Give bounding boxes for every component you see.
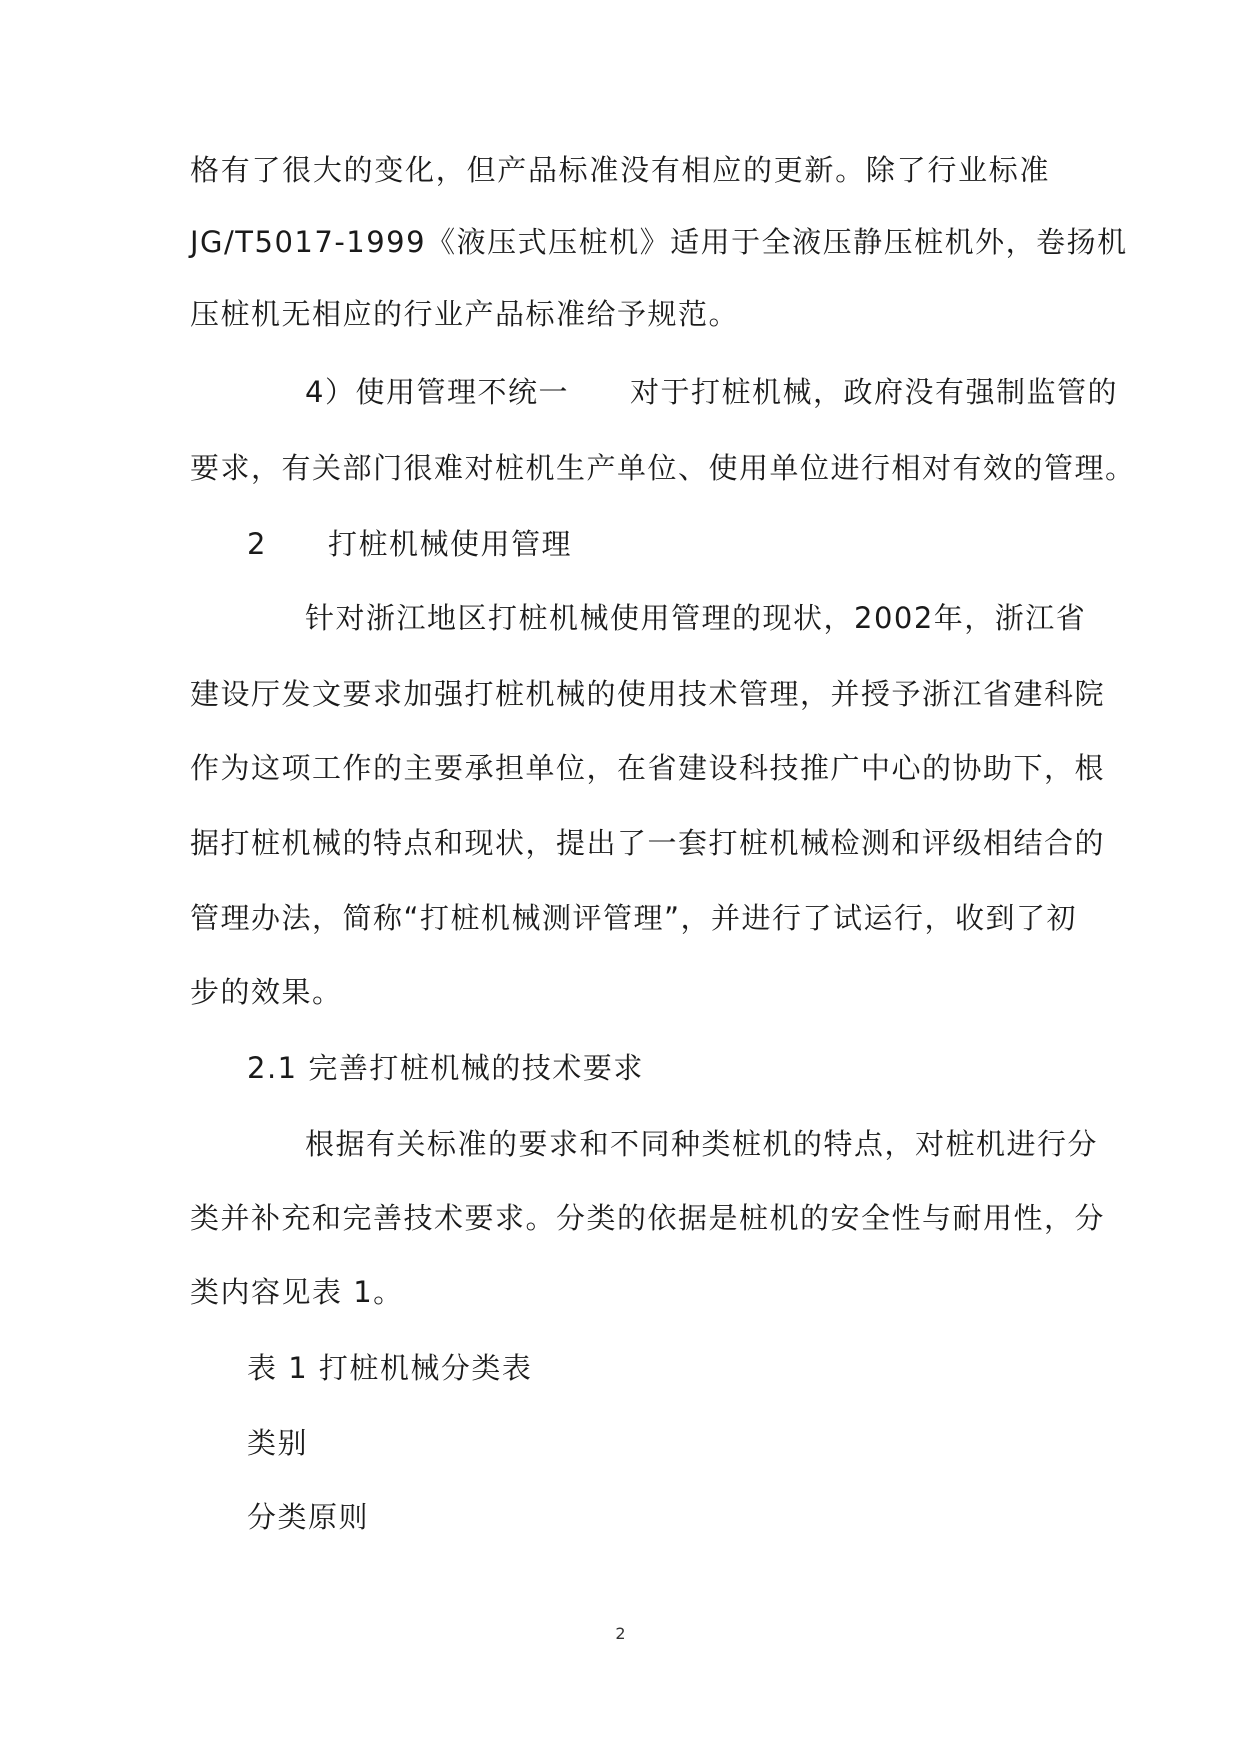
paragraph-line-7: 针对浙江地区打桩机械使用管理的现状，2002年，浙江省 xyxy=(305,601,1087,635)
paragraph-line-10: 据打桩机械的特点和现状，提出了一套打桩机械检测和评级相结合的 xyxy=(190,826,1106,860)
paragraph-line-9: 作为这项工作的主要承担单位，在省建设科技推广中心的协助下，根 xyxy=(190,751,1106,785)
paragraph-line-11: 管理办法，简称“打桩机械测评管理”，并进行了试运行，收到了初 xyxy=(190,901,1078,935)
section-heading-2-1: 2.1 完善打桩机械的技术要求 xyxy=(247,1051,644,1085)
paragraph-line-3: 压桩机无相应的行业产品标准给予规范。 xyxy=(190,297,740,331)
paragraph-line-1: 格有了很大的变化，但产品标准没有相应的更新。除了行业标准 xyxy=(190,153,1050,187)
table-header-principle: 分类原则 xyxy=(247,1500,370,1534)
paragraph-line-8: 建设厅发文要求加强打桩机械的使用技术管理，并授予浙江省建科院 xyxy=(190,677,1106,711)
paragraph-line-4: 4）使用管理不统一 对于打桩机械，政府没有强制监管的 xyxy=(305,375,1118,409)
table-caption: 表 1 打桩机械分类表 xyxy=(247,1351,533,1385)
paragraph-line-15: 类并补充和完善技术要求。分类的依据是桩机的安全性与耐用性，分 xyxy=(190,1201,1106,1235)
section-heading-2: 2 打桩机械使用管理 xyxy=(247,527,572,561)
paragraph-line-14: 根据有关标准的要求和不同种类桩机的特点，对桩机进行分 xyxy=(305,1127,1099,1161)
paragraph-line-12: 步的效果。 xyxy=(190,975,343,1009)
paragraph-line-16: 类内容见表 1。 xyxy=(190,1275,404,1309)
paragraph-line-5: 要求，有关部门很难对桩机生产单位、使用单位进行相对有效的管理。 xyxy=(190,451,1136,485)
page-number: 2 xyxy=(615,1624,626,1643)
table-header-category: 类别 xyxy=(247,1426,309,1460)
paragraph-line-2: JG/T5017-1999《液压式压桩机》适用于全液压静压桩机外，卷扬机 xyxy=(190,225,1128,259)
